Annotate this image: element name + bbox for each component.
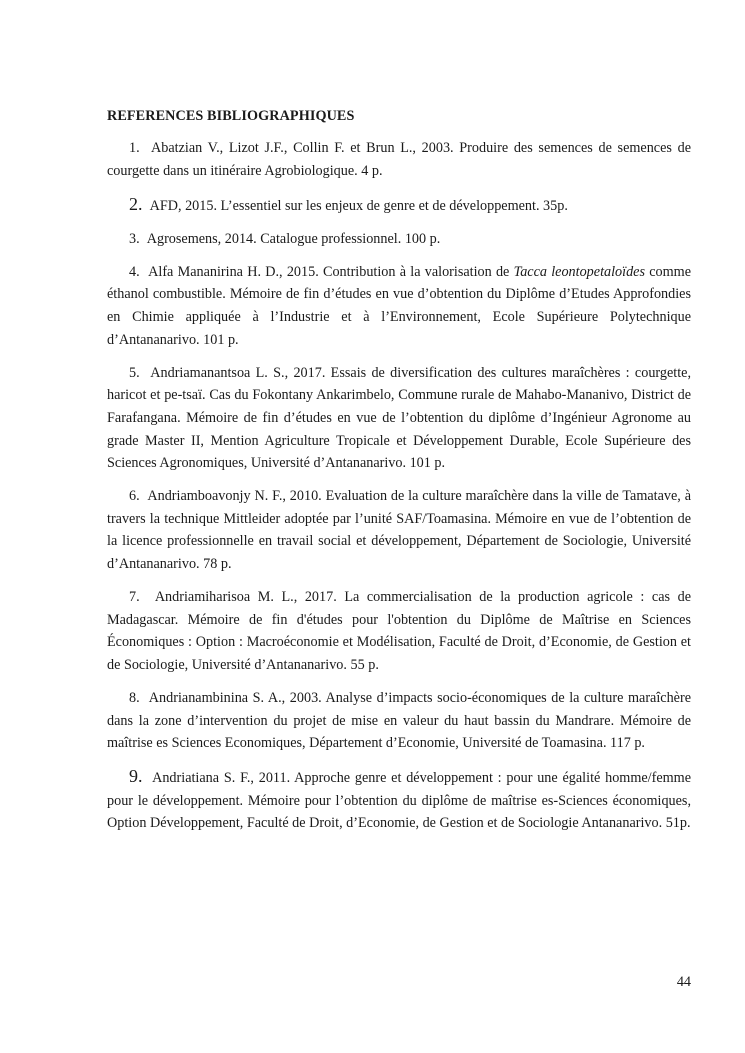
reference-item <box>107 193 691 218</box>
document-page <box>107 108 691 846</box>
reference-text: Andriamboavonjy N. F., 2010. Evaluation de la culture maraîchère dans la ville de Tamatave, à travers la technique Mittleider adoptée par l’unité SAF/Toamasina. Mémoire en vue de l’obtention de la licence professionnelle en travail social et développement, Département de Sociologie, Université d’Antananarivo. 78 p. <box>107 488 692 572</box>
reference-item <box>107 261 691 351</box>
reference-item <box>107 362 691 475</box>
reference-item <box>107 228 691 251</box>
reference-text: AFD, 2015. L’essentiel sur les enjeux de genre et de développement. 35p. <box>149 197 568 214</box>
reference-number: 1. <box>129 140 140 156</box>
reference-text: Alfa Mananirina H. D., 2015. Contribution à la valorisation de <box>148 263 514 280</box>
reference-text: Andriamanantsoa L. S., 2017. Essais de diversification des cultures maraîchères : courgette, haricot et pe-tsaï. Cas du Fokontany Ankarimbelo, Commune rurale de Mahabo-Mananivo, District de Farafangana. Mémoire de fin d’études en vue de l’obtention du diplôme d’Ingénieur Agronome au grade Master II, Mention Agriculture Tropicale et Développement Durable, Ecole Supérieure des Sciences Agronomiques, Université d’Antananarivo. 101 p. <box>107 364 692 472</box>
reference-number: 4. <box>129 263 140 280</box>
page-number: 44 <box>676 974 691 990</box>
reference-number: 3. <box>129 230 140 247</box>
reference-text: Andriatiana S. F., 2011. Approche genre et développement : pour une égalité homme/femme pour le développement. Mémoire pour l’obtention du diplôme de maîtrise es-Sciences économiques, Option Développement, Faculté de Droit, d’Economie, de Gestion et de Sociologie Antananarivo. 51p. <box>107 770 691 832</box>
reference-item <box>107 765 691 835</box>
reference-number: 5. <box>129 364 140 381</box>
reference-number: 6. <box>129 488 140 505</box>
reference-number: 7. <box>129 589 140 606</box>
reference-number: 9. <box>129 766 143 787</box>
reference-item <box>107 586 691 676</box>
reference-text: Andrianambinina S. A., 2003. Analyse d’impacts socio-économiques de la culture maraîchère dans la zone d’intervention du projet de mise en valeur du haut bassin du Mandrare. Mémoire de maîtrise es Sciences Economiques, Département d’Economie, Université de Toamasina. 117 p. <box>107 689 691 752</box>
reference-item <box>107 485 691 575</box>
reference-text: Andriamiharisoa M. L., 2017. La commercialisation de la production agricole : cas de Madagascar. Mémoire de fin d'études pour l'obtention du Diplôme de Maîtrise en Sciences Économiques : Option : Macroéconomie et Modélisation, Faculté de Droit, d’Economie, de Gestion et de Sociologie, Université d’Antananarivo. 55 p. <box>107 589 691 673</box>
page-heading: REFERENCES BIBLIOGRAPHIQUES <box>107 108 355 124</box>
reference-text: Abatzian V., Lizot J.F., Collin F. et Brun L., 2003. Produire des semences de semences de courgette dans un itinéraire Agrobiologique. 4 p. <box>107 140 691 179</box>
reference-text: comme éthanol combustible. Mémoire de fin d’études en vue d’obtention du Diplôme d’Etudes Approfondies en Chimie appliquée à l’Industrie et à l’Environnement, Ecole Supérieure Polytechnique d’Antananarivo. 101 p. <box>107 263 691 348</box>
reference-item <box>107 137 691 182</box>
reference-text: Agrosemens, 2014. Catalogue professionnel. 100 p. <box>146 230 441 247</box>
reference-italic-title: Tacca leontopetaloïdes <box>513 263 645 280</box>
reference-item <box>107 687 691 755</box>
reference-number: 2. <box>129 193 143 214</box>
reference-number: 8. <box>129 689 140 706</box>
